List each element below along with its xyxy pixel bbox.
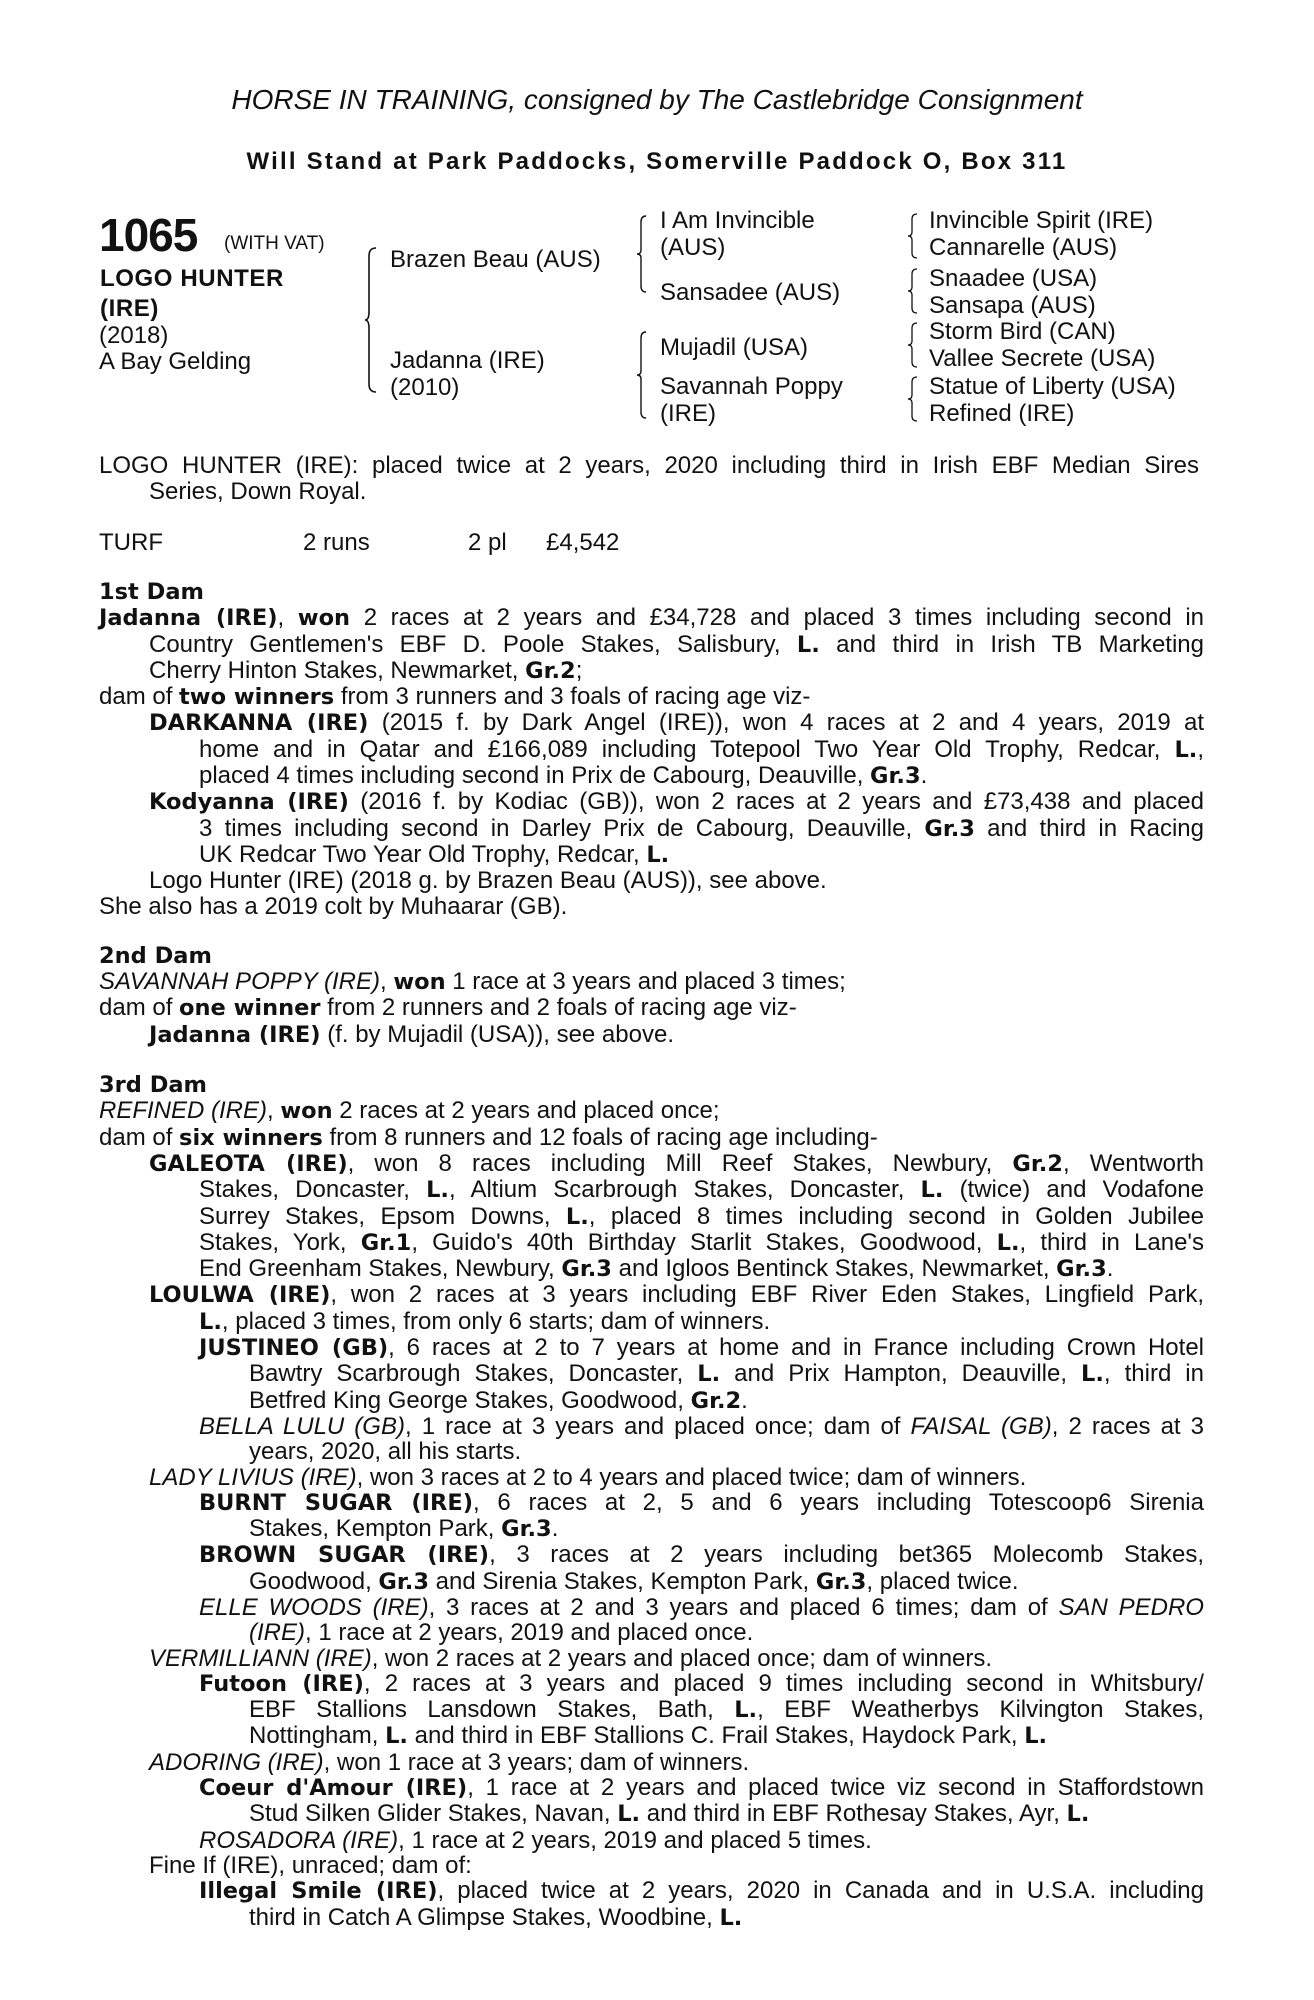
text: Stud Silken Glider Stakes, Navan, (249, 1800, 618, 1828)
entry-line (99, 1490, 1204, 1516)
pedigree-dam-sire: Mujadil (USA) (660, 334, 809, 361)
entry-line (99, 1361, 1204, 1387)
text: and third in EBF Rothesay Stakes, Ayr, (640, 1800, 1067, 1828)
text: 2 races at 2 years and £34,728 and placed 3 times including second in (350, 604, 1204, 632)
pedigree-dam (390, 347, 545, 401)
bold-text: Gr.3 (1056, 1256, 1107, 1283)
entry-line (99, 1828, 1204, 1853)
pedigree-sire: Brazen Beau (AUS) (390, 246, 601, 273)
family-entry (99, 1878, 1204, 1931)
pedigree-g-5: Storm Bird (CAN) (929, 318, 1116, 345)
sire-dam-brace (364, 246, 378, 394)
text: Bawtry Scarbrough Stakes, Doncaster, (249, 1360, 698, 1388)
stand-location: Will Stand at Park Paddocks, Somerville Paddock O, Box 311 (246, 148, 1068, 175)
family-entry (99, 894, 1204, 919)
section-gap (99, 919, 1204, 944)
text: (2016 f. by Kodiac (GB)), won 2 races at 2 years and £73,438 and placed (348, 788, 1205, 816)
family-entry (99, 1022, 1204, 1048)
horse-year: (2018) (99, 322, 169, 349)
pedigree-sire-dam: Sansadee (AUS) (660, 279, 841, 306)
bold-text: L. (646, 841, 670, 868)
entry-line (99, 1671, 1204, 1697)
entry-line (99, 1335, 1204, 1361)
pedigree-g-1: Invincible Spirit (IRE) (929, 207, 1154, 234)
text: , 1 race at 3 years and placed once; dam of (404, 1412, 911, 1440)
pedigree-g-3: Snaadee (USA) (929, 265, 1098, 292)
family-entry (99, 1335, 1204, 1414)
family-entry (99, 1828, 1204, 1853)
text: from 3 runners and 3 foals of racing age viz- (334, 683, 811, 711)
family-entry (99, 684, 1204, 710)
bold-text: one winner (179, 995, 321, 1022)
bold-text: JUSTINEO (GB) (199, 1335, 389, 1362)
italic-text: (IRE) (249, 1619, 305, 1647)
text: , EBF Weatherbys Kilvington Stakes, (757, 1696, 1205, 1724)
text: , 2 races at 3 years and placed 9 times including second in Whitsbury/ (363, 1669, 1204, 1697)
pedigree-sire-sire-country: (AUS) (660, 234, 726, 261)
entry-line (99, 1595, 1204, 1620)
entry-line (99, 1542, 1204, 1568)
entry-line (99, 1230, 1204, 1256)
entry-line (99, 1750, 1204, 1775)
italic-text: ADORING (IRE) (149, 1748, 324, 1776)
section-gap (99, 1048, 1204, 1073)
text: and Sirenia Stakes, Kempton Park, (428, 1567, 816, 1595)
text: and third in Irish TB Marketing (819, 630, 1204, 658)
summary-line: Series, Down Royal. (149, 478, 367, 505)
entry-line (99, 763, 1204, 789)
family-entry (99, 1098, 1204, 1124)
bold-text: Jadanna (IRE) (149, 1021, 321, 1048)
text: End Greenham Stakes, Newbury, (199, 1255, 562, 1283)
family-entry (99, 1646, 1204, 1671)
bold-text: six winners (179, 1124, 323, 1151)
bold-text: L. (996, 1229, 1020, 1256)
text: years, 2020, all his starts. (249, 1438, 522, 1466)
family-entry (99, 1775, 1204, 1828)
italic-text: REFINED (IRE) (99, 1097, 267, 1125)
pedigree-dam-dam (660, 373, 843, 427)
text: , (267, 1097, 281, 1125)
entry-line (99, 710, 1204, 736)
text: , third in Lane's (1019, 1228, 1205, 1256)
family-entry (99, 995, 1204, 1021)
bold-text: BROWN SUGAR (IRE) (199, 1542, 490, 1569)
consignor-header: HORSE IN TRAINING, consigned by The Castlebridge Consignment (231, 84, 1083, 115)
entry-line (99, 969, 1204, 995)
text: (twice) and Vodafone (943, 1176, 1204, 1204)
family-entry (99, 710, 1204, 789)
text: home and in Qatar and £166,089 including Totepool Two Year Old Trophy, Redcar, (199, 735, 1175, 763)
text: and Prix Hampton, Deauville, (720, 1360, 1082, 1388)
dam-heading: 2nd Dam (99, 942, 212, 969)
entry-line (99, 1309, 1204, 1335)
text: , won 2 races at 3 years including EBF River Eden Stakes, Lingfield Park, (330, 1281, 1204, 1309)
text: . (920, 762, 928, 790)
bold-text: Futoon (IRE) (199, 1670, 364, 1697)
turf-placed: 2 pl (468, 529, 507, 556)
text: , 1 race at 2 years, 2019 and placed 5 times. (398, 1826, 872, 1854)
entry-line (99, 684, 1204, 710)
text: Country Gentlemen's EBF D. Poole Stakes, Salisbury, (149, 630, 797, 658)
pedigree-g-7: Statue of Liberty (USA) (929, 373, 1176, 400)
italic-text: LADY LIVIUS (IRE) (149, 1463, 357, 1491)
text: , won 3 races at 2 to 4 years and placed twice; dam of winners. (356, 1463, 1027, 1491)
dam-heading: 3rd Dam (99, 1072, 207, 1099)
bold-text: L. (734, 1697, 758, 1724)
text: , (1197, 735, 1204, 763)
text: , third in (1103, 1360, 1204, 1388)
text: , 1 race at 2 years, 2019 and placed once. (305, 1619, 754, 1647)
entry-line (99, 737, 1204, 763)
family-entry (99, 1414, 1204, 1465)
text: Logo Hunter (IRE) (2018 g. by Brazen Beau (AUS)), see above. (149, 867, 827, 895)
family-entry (99, 1542, 1204, 1595)
sire-line-brace (636, 214, 648, 294)
entry-line (99, 789, 1204, 815)
vat-note: (WITH VAT) (224, 233, 325, 254)
text: and Igloos Bentinck Stakes, Newmarket, (611, 1255, 1057, 1283)
pedigree-dam-dam-name: Savannah Poppy (660, 373, 843, 400)
text: UK Redcar Two Year Old Trophy, Redcar, (199, 840, 647, 868)
family-entry (99, 1750, 1204, 1775)
text: 3 times including second in Darley Prix de Cabourg, Deauville, (199, 814, 925, 842)
text: , 3 races at 2 and 3 years and placed 6 times; dam of (428, 1593, 1059, 1621)
italic-text: FAISAL (GB) (910, 1412, 1052, 1440)
family-entry (99, 868, 1204, 893)
text: dam of (99, 994, 180, 1022)
bold-text: L. (719, 1904, 743, 1931)
dam-line-brace (636, 330, 648, 420)
bold-text: L. (617, 1801, 641, 1828)
brace-g1 (907, 212, 919, 260)
pedigree-dam-year: (2010) (390, 374, 460, 401)
bold-text: L. (385, 1723, 408, 1750)
text: , (379, 968, 394, 996)
bold-text: BURNT SUGAR (IRE) (199, 1489, 474, 1516)
bold-text: Gr.3 (815, 1568, 867, 1595)
entry-line (99, 1388, 1204, 1414)
text: , placed twice. (866, 1567, 1019, 1595)
bold-text: won (393, 969, 446, 996)
bold-text: L. (426, 1177, 449, 1204)
text: , placed twice at 2 years, 2020 in Canada and in U.S.A. including (437, 1877, 1204, 1905)
entry-line (99, 1620, 1204, 1645)
italic-text: SAN PEDRO (1058, 1593, 1204, 1621)
text: Stakes, York, (199, 1228, 361, 1256)
text: Nottingham, (249, 1722, 386, 1750)
entry-line (99, 1697, 1204, 1723)
pedigree-g-4: Sansapa (AUS) (929, 292, 1096, 319)
entry-line (99, 605, 1204, 631)
bold-text: Kodyanna (IRE) (149, 789, 349, 816)
pedigree-g-6: Vallee Secrete (USA) (929, 345, 1156, 372)
entry-line (99, 995, 1204, 1021)
text: 2 races at 2 years and placed once; (332, 1097, 720, 1125)
bold-text: Gr.1 (360, 1229, 412, 1256)
text: , 1 race at 2 years and placed twice viz second in Staffordstown (467, 1774, 1204, 1802)
family-entry (99, 969, 1204, 995)
pedigree-sire-sire (660, 207, 815, 261)
text: Surrey Stakes, Epsom Downs, (199, 1202, 566, 1230)
family-entry (99, 1490, 1204, 1543)
lot-number: 1065 (99, 209, 198, 261)
text: 1 race at 3 years and placed 3 times; (445, 968, 846, 996)
text: , 3 races at 2 years including bet365 Molecomb Stakes, (489, 1541, 1205, 1569)
text: , won 2 races at 2 years and placed once; dam of winners. (371, 1644, 993, 1672)
turf-runs: 2 runs (303, 529, 370, 556)
bold-text: Gr.3 (924, 815, 975, 842)
text: Stakes, Kempton Park, (249, 1515, 502, 1543)
summary-line: LOGO HUNTER (IRE): placed twice at 2 years, 2020 including third in Irish EBF Median Sires (99, 452, 1199, 479)
entry-line (99, 1465, 1204, 1490)
text: ; (575, 656, 583, 684)
text: from 2 runners and 2 foals of racing age viz- (320, 994, 797, 1022)
entry-line (99, 1723, 1204, 1749)
pedigree-dam-dam-country: (IRE) (660, 400, 716, 427)
text: Betfred King George Stakes, Goodwood, (249, 1386, 691, 1414)
brace-g4 (907, 375, 919, 423)
entry-line (99, 1801, 1204, 1827)
entry-line (99, 1646, 1204, 1671)
entry-line (99, 1853, 1204, 1878)
turf-label: TURF (99, 529, 163, 556)
turf-earnings: £4,542 (546, 529, 620, 556)
bold-text: LOULWA (IRE) (149, 1282, 331, 1309)
entry-line (99, 1414, 1204, 1439)
racing-summary (99, 453, 1199, 505)
text: EBF Stallions Lansdown Stakes, Bath, (249, 1696, 735, 1724)
bold-text: Jadanna (IRE) (99, 605, 278, 632)
pedigree-g-8: Refined (IRE) (929, 400, 1075, 427)
entry-line (99, 1439, 1204, 1464)
bold-text: L. (796, 631, 820, 658)
bold-text: L. (565, 1203, 589, 1230)
text: , placed 8 times including second in Golden Jubilee (588, 1202, 1205, 1230)
entry-line (99, 1282, 1204, 1308)
entry-line (99, 1256, 1204, 1282)
text: She also has a 2019 colt by Muhaarar (GB). (99, 892, 568, 920)
entry-line (99, 842, 1204, 868)
text: , Altium Scarbrough Stakes, Doncaster, (448, 1176, 921, 1204)
text: , 6 races at 2, 5 and 6 years including Totescoop6 Sirenia (473, 1488, 1204, 1516)
entry-line (99, 1905, 1204, 1931)
bold-text: Gr.3 (870, 763, 921, 790)
entry-line (99, 1878, 1204, 1904)
family-entry (99, 1151, 1204, 1282)
entry-line (99, 1569, 1204, 1595)
text: Cherry Hinton Stakes, Newmarket, (149, 656, 526, 684)
brace-g3 (907, 321, 919, 369)
bold-text: two winners (179, 684, 335, 711)
text: dam of (99, 1123, 180, 1151)
entry-line (99, 658, 1204, 684)
italic-text: ROSADORA (IRE) (199, 1826, 399, 1854)
bold-text: L. (697, 1361, 721, 1388)
family-entry (99, 1282, 1204, 1335)
bold-text: L. (1174, 736, 1198, 763)
bold-text: Gr.3 (378, 1568, 429, 1595)
italic-text: SAVANNAH POPPY (IRE) (99, 968, 380, 996)
bold-text: Illegal Smile (IRE) (199, 1878, 438, 1905)
text: , won 8 races including Mill Reef Stakes, Newbury, (347, 1149, 1013, 1177)
pedigree-sire-sire-name: I Am Invincible (660, 207, 815, 234)
dam-heading: 1st Dam (99, 579, 204, 605)
bold-text: Gr.2 (525, 657, 576, 684)
entry-line (99, 894, 1204, 919)
bold-text: L. (1066, 1801, 1090, 1828)
text: and third in EBF Stallions C. Frail Stakes, Haydock Park, (407, 1722, 1025, 1750)
bold-text: Gr.3 (501, 1516, 552, 1543)
family-entry (99, 1853, 1204, 1878)
text: , (277, 604, 298, 632)
text: . (741, 1386, 748, 1414)
text: , Guido's 40th Birthday Starlit Stakes, Goodwood, (411, 1228, 997, 1256)
bold-text: GALEOTA (IRE) (149, 1150, 348, 1177)
horse-description: A Bay Gelding (99, 348, 252, 375)
text: , placed 3 times, from only 6 starts; dam of winners. (221, 1307, 771, 1335)
entry-line (99, 1775, 1204, 1801)
text: Goodwood, (249, 1567, 379, 1595)
text: , 2 races at 3 (1051, 1412, 1205, 1440)
pedigree-dam-name: Jadanna (IRE) (390, 347, 545, 374)
bold-text: Gr.2 (1012, 1150, 1063, 1177)
family-entry (99, 1125, 1204, 1151)
text: , Wentworth (1062, 1149, 1204, 1177)
family-entry (99, 1465, 1204, 1490)
bold-text: L. (199, 1308, 222, 1335)
text: . (551, 1515, 559, 1543)
entry-line (99, 868, 1204, 893)
family-section (99, 580, 1204, 1931)
entry-line (99, 1516, 1204, 1542)
text: , 6 races at 2 to 7 years at home and in France including Crown Hotel (388, 1334, 1204, 1362)
entry-line (99, 1151, 1204, 1177)
family-entry (99, 605, 1204, 684)
pedigree-g-2: Cannarelle (AUS) (929, 234, 1118, 261)
bold-text: L. (1081, 1361, 1104, 1388)
italic-text: ELLE WOODS (IRE) (199, 1593, 429, 1621)
bold-text: won (280, 1098, 333, 1125)
text: , won 1 race at 3 years; dam of winners. (323, 1748, 750, 1776)
text: dam of (99, 683, 180, 711)
entry-line (99, 1098, 1204, 1124)
family-entry (99, 1671, 1204, 1750)
bold-text: L. (920, 1177, 944, 1204)
bold-text: DARKANNA (IRE) (149, 710, 369, 737)
family-entry (99, 1595, 1204, 1646)
bold-text: won (297, 605, 351, 632)
bold-text: Gr.2 (690, 1387, 742, 1414)
entry-line (99, 632, 1204, 658)
bold-text: Gr.3 (561, 1256, 612, 1283)
entry-line (99, 1204, 1204, 1230)
italic-text: BELLA LULU (GB) (199, 1412, 405, 1440)
entry-line (99, 1022, 1204, 1048)
entry-line (99, 1125, 1204, 1151)
brace-g2 (907, 267, 919, 315)
bold-text: Coeur d'Amour (IRE) (199, 1775, 468, 1802)
text: Fine If (IRE), unraced; dam of: (149, 1851, 472, 1879)
entry-line (99, 1177, 1204, 1203)
bold-text: L. (1024, 1723, 1048, 1750)
horse-name: LOGO HUNTER (IRE) (100, 265, 284, 322)
text: from 8 runners and 12 foals of racing age including- (322, 1123, 878, 1151)
entry-line (99, 816, 1204, 842)
text: and third in Racing (974, 814, 1205, 842)
text: third in Catch A Glimpse Stakes, Woodbine, (249, 1903, 720, 1931)
text: placed 4 times including second in Prix de Cabourg, Deauville, (199, 762, 871, 790)
text: (f. by Mujadil (USA)), see above. (320, 1020, 674, 1048)
italic-text: VERMILLIANN (IRE) (149, 1644, 372, 1672)
family-entry (99, 789, 1204, 868)
text: Stakes, Doncaster, (199, 1176, 427, 1204)
text: (2015 f. by Dark Angel (IRE)), won 4 races at 2 and 4 years, 2019 at (368, 709, 1204, 737)
text: . (1106, 1255, 1114, 1283)
